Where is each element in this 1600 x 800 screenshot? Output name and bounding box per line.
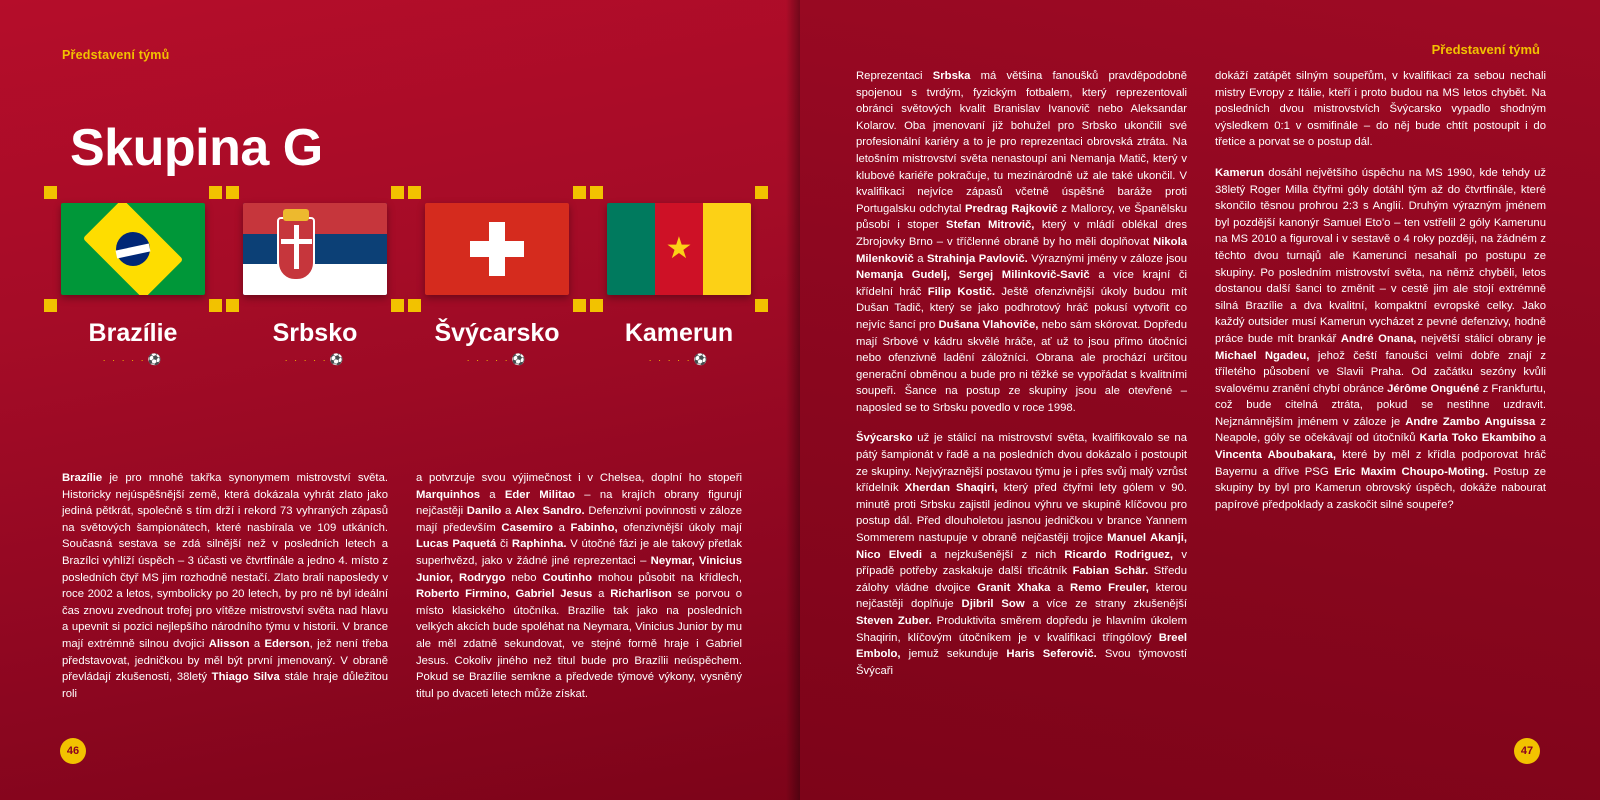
- paragraph-cameroon: Kamerun dosáhl největšího úspěchu na MS 1990, kde tehdy už 38letý Roger Milla čtyřmi góly dotáhl tým až do čtvrtfinále, které skončilo těsnou prohrou 2:3 s Anglií. Druhým výrazným jménem byl pozdější kanonýr Samuel Eto'o – ten vstřelil 2 góly Kamerunu na MS 2010 a figuroval i v sestavě o 4 roky později, na žádném z těchto dvou turnajů ale Kamerunci nesahali po postupu ze skupiny. Po posledním mistrovství světa, na němž chyběli, letos dostanou další šanci to změnit – v cestě jim ale stojí extrémně silná Brazílie a dva kvalitní, kompaktní evropské celky. Jako každý outsider musí Kamerun vycházet z pevné defenzivy, hodně práce bude mít brankář André Onana, největší stálicí obrany je Michael Ngadeu, jehož čeští fanoušci velmi dobře znají z tříletého působení ve Slavii Praha. Od začátku sezóny kvůli svalovému zranění chybí obránce Jérôme Onguéné z Frankfurtu, což bude citelná ztráta, pokud se nestihne uzdravit. Nejznámnějším jménem v záloze je Andre Zambo Anguissa z Neapole, góly se očekávají od útočníků Karla Toko Ekambiho a Vincenta Aboubakara, které by měl z křídla podporovat hráč Bayernu a dříve PSG Eric Maxim Choupo-Moting. Postup ze skupiny by byl pro Kamerun obrovský úspěch, dokáže nabourat papírové předpoklady a zaskočit silné soupeře?: [1215, 166, 1547, 511]
- page-number-left: 46: [60, 738, 86, 764]
- corner-marker-icon: [391, 186, 404, 199]
- corner-marker-icon: [226, 186, 239, 199]
- flag-cameroon-icon: ★: [607, 203, 751, 295]
- team-dots: · · · · · ⚽: [648, 354, 710, 366]
- corner-marker-icon: [408, 299, 421, 312]
- corner-marker-icon: [408, 186, 421, 199]
- flag-frame: [599, 195, 759, 303]
- flag-serbia-icon: [243, 203, 387, 295]
- running-head-left: Představení týmů: [62, 48, 170, 62]
- page-number-right: 47: [1514, 738, 1540, 764]
- paragraph-switzerland-1: Švýcarsko už je stálicí na mistrovství světa, kvalifikovalo se na pátý šampionát v řadě a na posledních dvou dokázalo i postoupit ze skupiny. Nejvýraznější postavou týmu je i přes svůj malý vzrůst křídelník Xherdan Shaqiri, který před čtyřmi lety gólem v 90. minutě proti Srbsku zajistil jedinou výhru ve skupině klíčovou pro postup dál. Před dlouholetou jasnou jedničkou v brance Yannem Sommerem nastupuje v obraně nejčastěji trojice Manuel Akanji, Nico Elvedi a nejzkušenější z nich Ricardo Rodriguez, v případě potřeby zaskakuje další třicátník Fabian Schär. Středu zálohy vládne dvojice Granit Xhaka a Remo Freuler, kterou nejčastěji doplňuje Djibril Sow a více ze strany zkušenější Steven Zuber. Produktivita směrem dopředu je hlavním úkolem Shaqirin, klíčovým útočníkem je v kvalifikaci tříngólový Breel Embolo, jemuž sekunduje Haris Seferovič. Svou týmovostí Švýcaři: [856, 432, 1187, 677]
- left-body-columns: [62, 470, 742, 702]
- page-title: Skupina G: [70, 119, 323, 177]
- corner-marker-icon: [573, 299, 586, 312]
- team-name: Švýcarsko: [434, 319, 560, 347]
- corner-marker-icon: [590, 186, 603, 199]
- flag-brazil-icon: [61, 203, 205, 295]
- corner-marker-icon: [755, 299, 768, 312]
- corner-marker-icon: [209, 186, 222, 199]
- corner-marker-icon: [226, 299, 239, 312]
- team-dots: · · · · · ⚽: [102, 354, 164, 366]
- team-card-cameroon: [594, 195, 764, 366]
- corner-marker-icon: [44, 186, 57, 199]
- flag-frame: [53, 195, 213, 303]
- running-head-right: Představení týmů: [1431, 42, 1540, 57]
- flag-frame: [235, 195, 395, 303]
- right-body-columns: [856, 68, 1546, 679]
- corner-marker-icon: [209, 299, 222, 312]
- team-name: Brazílie: [88, 319, 178, 347]
- corner-marker-icon: [391, 299, 404, 312]
- team-flags-row: [48, 195, 764, 366]
- corner-marker-icon: [755, 186, 768, 199]
- team-card-brazil: [48, 195, 218, 366]
- team-card-switzerland: [412, 195, 582, 366]
- column-1: [62, 470, 388, 702]
- paragraph-brazil-1: Brazílie je pro mnohé takřka synonymem mistrovství světa. Historicky nejúspěšnější země, která dokázala vyhrát zlato jako jediná pětkrát, společně s tím drží i rekord 73 vyhraných zápasů na světových šampionátech, které nasbírala ve 109 utkáních. Současná sestava se zdá silnější než v posledních letech a Brazílci vyhlíží úspěch – 3 účasti ve čtvrtfinále a jedno 4. místo z posledních čtyř MS jim rozhodně nestačí. Zlato brali naposledy v roce 2002 a letos, symbolicky po 20 letech, by pro ně byl ideální čas znovu zvednout trofej pro vítěze mistrovství světa nad hlavu a upevnit si pozici nejlepšího národního týmu v historii. V brance mají extrémně silnou dvojici Alisson a Ederson, jež není třeba představovat, jedničkou by měl být první jmenovaný. V obraně převládají zkušenosti, 38letý Thiago Silva stále hraje důležitou roli: [62, 472, 388, 700]
- flag-frame: [417, 195, 577, 303]
- team-card-serbia: [230, 195, 400, 366]
- team-name: Kamerun: [624, 319, 734, 347]
- team-dots: · · · · · ⚽: [466, 354, 528, 366]
- column-2: [416, 470, 742, 702]
- paragraph-brazil-2: a potvrzuje svou výjimečnost i v Chelsea, doplní ho stopeři Marquinhos a Eder Militao – na krajích obrany figurují nejčastěji Danilo a Alex Sandro. Defenzivní povinnosti v záloze mají především Casemiro a Fabinho, ofenzivnější úkoly mají Lucas Paquetá či Raphinha. V útočné fázi je ale takový přetlak superhvězd, jako v žádné jiné reprezentaci – Neymar, Vinicius Junior, Rodrygo nebo Coutinho mohou působit na křídlech, Roberto Firmino, Gabriel Jesus a Richarlison se porvou o místo klasického útočníka. Brazilie tak jako na posledních velkých akcích bude spoléhat na Neymara, Vinicius Junior by mu ale měl zdatně sekundovat, ve stejné formě hraje i Gabriel Jesus. Cokoliv jiného než titul bude pro Brazílii neúspěchem. Pokud se Brazílie semkne a předvede týmové výkony, vysněný titul po dvaceti letech může získat.: [416, 472, 743, 700]
- column-4: [1215, 68, 1546, 679]
- page-right: [800, 0, 1600, 800]
- paragraph-serbia: Reprezentaci Srbska má většina fanoušků pravděpodobně spojenou s tvrdým, fyzickým fotbalem, který reprezentovali obránci světových kvalit Branislav Ivanovič nebo Aleksandar Kolarov. Oba jmenovaní již bohužel pro Srbsko ukončili své profesionální kariéry a to je pro reprezentaci obrovská ztráta. Na letošním mistrovství světa nenastoupí ani Nemanja Matič, který v klubové kariéře pokračuje, tu mezinárodně už ale také ukončil. V kvalifikaci nejvíce zápasů včetně úspěšné baráže proti Portugalsku odchytal Predrag Rajkovič z Mallorcy, ve Španělsku působí i stoper Stefan Mitrovič, který v mládí oblékal dres Zbrojovky Brno – v tříčlenné obraně by ho měli doplňovat Nikola Milenkovič a Strahinja Pavlovič. Výraznými jmény v záloze jsou Nemanja Gudelj, Sergej Milinkovič-Savič a více krajní či křídelní hráč Filip Kostič. Ještě ofenzivnější úkoly budou mít Dušan Tadič, který se jako podhrotový hráč pokusí vytvořit co nejvíc šancí pro Dušana Vlahoviče, nebo sám skórovat. Dopředu mají Srbové v kádru skvělé hráče, ať už to jsou přímo útočníci nebo ofenzivně ladění záložníci. Obrana ale prochází určitou generační obměnou a bude pro ni těžké se vypořádat s kvalitními soupeři. Šance na postup ze skupiny jsou ale otevřené – naposled se to Srbsku povedlo v roce 1998.: [856, 70, 1187, 414]
- flag-switzerland-icon: [425, 203, 569, 295]
- team-dots: · · · · · ⚽: [284, 354, 346, 366]
- corner-marker-icon: [590, 299, 603, 312]
- team-name: Srbsko: [272, 319, 358, 347]
- corner-marker-icon: [573, 186, 586, 199]
- paragraph-switzerland-2: dokáží zatápět silným soupeřům, v kvalifikaci za sebou nechali mistry Evropy z Itálie, kteří i proto budou na MS letos chybět. Na posledních dvou mistrovstvích Švýcarsko vypadlo shodným výsledkem 0:1 v osmifinále – do něj bude chtít postoupit i do třetice a porvat se o postup dál.: [1215, 70, 1546, 149]
- corner-marker-icon: [44, 299, 57, 312]
- column-3: [856, 68, 1187, 679]
